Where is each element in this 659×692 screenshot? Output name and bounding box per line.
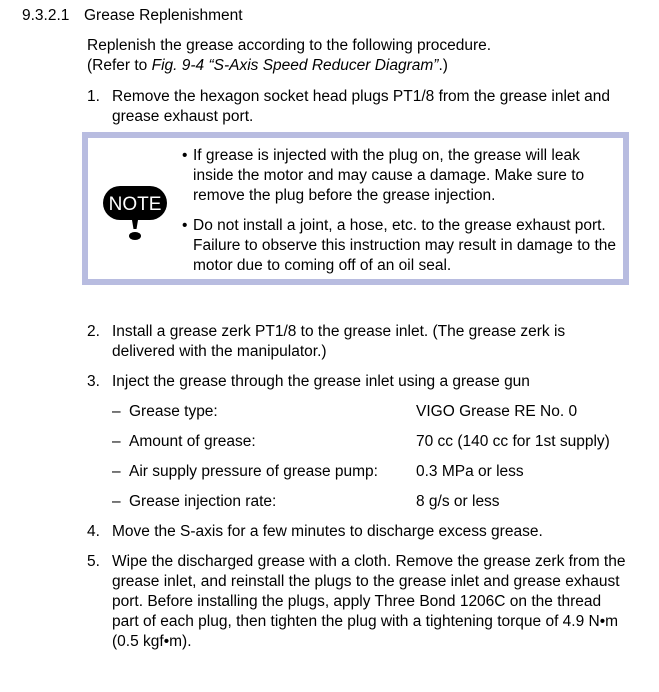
step-3-text: Inject the grease through the grease inlet using a grease gun (112, 373, 530, 390)
spec-value: 8 g/s or less (416, 493, 500, 510)
note-box (82, 132, 629, 285)
step-4-number: 4. (87, 523, 100, 540)
note-bullet-1-text: If grease is injected with the plug on, the grease will leak inside the motor and may cause a damage. Make sure to remove the plug before the grease injection. (193, 147, 585, 204)
section-title: Grease Replenishment (84, 7, 243, 24)
spec-label: Air supply pressure of grease pump: (129, 463, 378, 480)
step-1-text: Remove the hexagon socket head plugs PT1/8 from the grease inlet and grease exhaust port. (112, 88, 611, 125)
spec-dash: – (112, 403, 121, 420)
intro-reference (87, 56, 627, 76)
note-icon-label: NOTE (108, 194, 162, 215)
intro-line: Replenish the grease according to the following procedure. (87, 37, 492, 54)
step-2-text: Install a grease zerk PT1/8 to the grease inlet. (The grease zerk is delivered with the manipulator.) (112, 323, 566, 360)
figure-reference-link[interactable]: Fig. 9-4 “S-Axis Speed Reducer Diagram” (151, 57, 439, 74)
spec-dash: – (112, 493, 121, 510)
note-icon (102, 182, 168, 244)
note-bullet-2-text: Do not install a joint, a hose, etc. to the grease exhaust port. Failure to observe this instruction may result in damage to the motor due to coming off of an oil seal. (193, 217, 617, 274)
spec-value: 0.3 MPa or less (416, 463, 524, 480)
intro-paragraph (87, 36, 627, 76)
ref-suffix: .) (438, 57, 448, 74)
step-1-number: 1. (87, 88, 100, 105)
step-4-text: Move the S-axis for a few minutes to discharge excess grease. (112, 523, 543, 540)
spec-dash: – (112, 433, 121, 450)
step-5-text: Wipe the discharged grease with a cloth. Remove the grease zerk from the grease inlet, and reinstall the plugs to the grease inlet and grease exhaust port. Before installing the plugs, apply Three Bond 1206C on the thread part of each plug, then tighten the plug with a tightening torque of 4.9 N•m (0.5 kgf•m). (112, 553, 626, 650)
spec-dash: – (112, 463, 121, 480)
step-5-number: 5. (87, 553, 100, 570)
bullet-dot: • (182, 217, 188, 234)
spec-value: 70 cc (140 cc for 1st supply) (416, 433, 610, 450)
spec-label: Grease type: (129, 403, 218, 420)
spec-value: VIGO Grease RE No. 0 (416, 403, 578, 420)
spec-label: Amount of grease: (129, 433, 256, 450)
step-2-number: 2. (87, 323, 100, 340)
section-number: 9.3.2.1 (22, 7, 70, 24)
ref-prefix: (Refer to (87, 57, 152, 74)
spec-label: Grease injection rate: (129, 493, 277, 510)
bullet-dot: • (182, 147, 188, 164)
step-3-number: 3. (87, 373, 100, 390)
